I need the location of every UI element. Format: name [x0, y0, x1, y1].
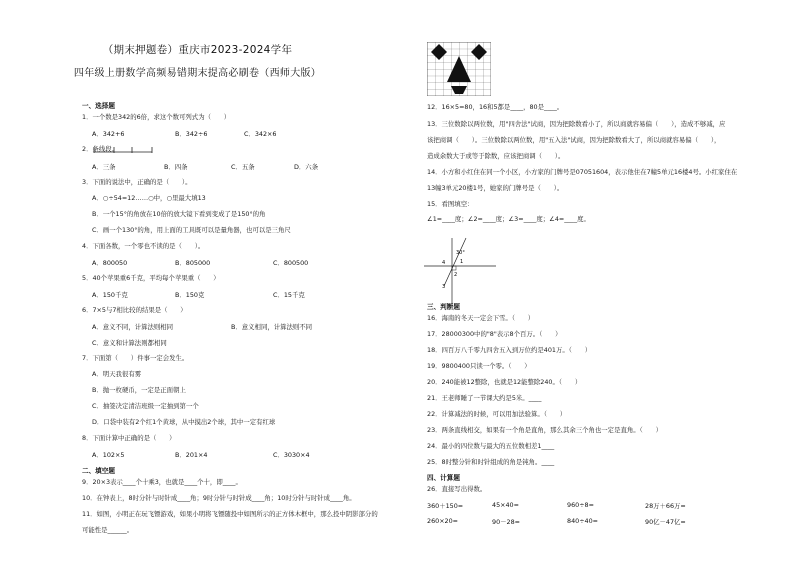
question-3: 3．下面的说法中，正确的是（ ）。 [82, 178, 192, 186]
question-7: 7．下面第（ ）件事一定会发生。 [82, 354, 189, 362]
q5-option-a: A．150千克 [92, 291, 128, 299]
q3-option-c: C．画一个130°的角，用上面的工具既可以是量角器，也可以是三角尺 [92, 226, 291, 234]
calc-3: 960÷8= [567, 501, 594, 509]
calc-1: 360＋150= [427, 502, 464, 510]
calc-8: 90亿－47亿= [645, 518, 686, 526]
q2-option-b: B．四条 [164, 163, 188, 171]
section-calc: 四、计算题 [427, 474, 460, 482]
q2-option-a: A．三条 [92, 163, 116, 171]
question-2: 2．条线段。 [82, 145, 119, 153]
q2-option-d: D．六条 [294, 163, 319, 171]
question-18: 18．四百万八千零九四舍五入到万位约是401万。（ ） [427, 346, 592, 354]
q3-option-a: A．○÷54=12……○中，○里最大填13 [92, 194, 206, 202]
question-13: 13．三位数除以两位数，用"四舍法"试商，因为把除数看小了，所以商就容易偏（ ），造成不够减，应 [427, 120, 726, 128]
section-judge: 三、判断题 [427, 303, 460, 311]
q4-option-b: B．805000 [175, 259, 211, 267]
title-line-2: 四年级上册数学高频易错期末提高必刷卷（西师大版） [73, 68, 322, 79]
question-14: 14．小方和小红住在同一个小区，小方家的门牌号是07051604，表示他住在7幢5单元16楼4号。小红家住在 [427, 168, 738, 176]
question-15-blanks: ∠1=____度；∠2=____度；∠3=____度；∠4=____度。 [427, 215, 590, 223]
q6-option-c: C．意义和计算法则都相同 [92, 339, 167, 347]
q2-option-c: C．五条 [231, 163, 255, 171]
calc-7: 840÷40= [567, 517, 599, 525]
question-13-cont1: 该把商调（ ）。三位数除以两位数，用"五入法"试商，因为把除数看大了，所以商就容易偏（ ）， [427, 136, 721, 144]
question-11-cont: 可能性是______。 [82, 526, 134, 534]
q8-option-b: B．201×4 [175, 451, 208, 459]
question-6: 6．7×5与7相比较的结果是（ ） [82, 306, 187, 314]
section-choice: 一、选择题 [82, 102, 115, 110]
segment-figure [92, 145, 172, 155]
question-20: 20．240能被12整除，也就是12能整除240。（ ） [427, 378, 582, 386]
question-25: 25．8时整分针和时针组成的角是钝角。____ [427, 458, 555, 466]
q4-option-c: C．800500 [273, 259, 309, 267]
question-16: 16．海南的冬天一定会下雪。（ ） [427, 314, 535, 322]
question-26: 26．直接写出得数。 [427, 485, 487, 493]
question-17: 17．28000300中的"8"表示8个百万。（ ） [427, 330, 562, 338]
angle-label-2: 2 [454, 272, 458, 278]
q7-option-c: C．抽签决定清洁班级一定抽到第一个 [92, 402, 199, 410]
question-11: 11．如图，小明正在玩飞镖游戏，如果小明将飞镖随投中如图所示的正方体木框中，那么投中阴影部分的 [82, 510, 378, 518]
q1-option-a: A．342+6 [92, 130, 125, 138]
q6-option-a: A．意义不同，计算法则相同 [92, 323, 174, 331]
question-5: 5．40个苹果重6千克，平均每个苹果重（ ） [82, 274, 220, 282]
dart-grid-figure [427, 42, 491, 96]
q8-option-a: A．102×5 [92, 451, 125, 459]
q5-option-b: B．150克 [175, 291, 205, 299]
angle-label-1: 1 [460, 259, 464, 265]
q8-option-c: C．3030×4 [273, 451, 310, 459]
q6-option-b: B．意义相同，计算法则不同 [231, 323, 313, 331]
question-1: 1．一个数是342的6倍，求这个数可列式为（ ） [82, 113, 231, 121]
q1-option-b: B．342÷6 [175, 130, 208, 138]
q3-option-b: B．一个15°的角放在10倍的放大镜下看到变成了是150°的角 [92, 210, 266, 218]
title-line-1: （期末押题卷）重庆市2023-2024学年 [102, 44, 293, 56]
question-21: 21．王老师睡了一节课大约是5米。____ [427, 394, 542, 402]
angle-label-4: 4 [442, 260, 446, 266]
calc-4: 28万＋66万= [645, 502, 686, 510]
q1-option-c: C．342×6 [244, 130, 277, 138]
q5-option-c: C．15千克 [273, 291, 305, 299]
question-15: 15．看图填空： [427, 200, 474, 208]
calc-5: 260×20= [427, 517, 459, 525]
question-19: 19．9800400只读一个零。（ ） [427, 362, 531, 370]
question-10: 10．在钟表上，8时分针与时针成____角；9时分针与时针成____角；10时分针与时针成____角。 [82, 494, 356, 502]
question-23: 23．两条直线相交，如果有一个角是直角，那么其余三个角也一定是直角。（ ） [427, 426, 662, 434]
q4-option-a: A．800050 [92, 259, 128, 267]
calc-6: 90－28= [492, 518, 521, 526]
q7-option-d: D．口袋中装有2个红1个黄球，从中摸出2个球，其中一定有红球 [92, 418, 276, 426]
question-4: 4．下面各数，一个零也不读的是（ ）。 [82, 242, 205, 250]
q7-option-b: B．抛一枚硬币，一定是正面朝上 [92, 386, 186, 394]
angle-label-3: 3 [442, 284, 446, 290]
q7-option-a: A．明天我很有雾 [92, 370, 142, 378]
question-13-cont2: 造成余数大于或等于除数，应该把商调（ ）。 [427, 152, 565, 160]
question-12: 12．16×5=80，16和5都是____，80是____。 [427, 103, 564, 111]
angle-label-30: 30° [456, 250, 465, 256]
question-24: 24．最小的四位数与最大的五位数相差1____ [427, 442, 555, 450]
section-fill: 二、填空题 [82, 467, 115, 475]
calc-2: 45×40= [492, 501, 519, 509]
question-22: 22．计算减法的时候，可以用加法验算。（ ） [427, 410, 567, 418]
question-9: 9．20×3表示____个十乘3，也就是____个十，即____。 [82, 478, 242, 486]
question-8: 8．下面计算中正确的是（ ） [82, 434, 176, 442]
question-14-cont: 13幢3单元20楼1号，她家的门牌号是（ ）。 [427, 184, 564, 192]
